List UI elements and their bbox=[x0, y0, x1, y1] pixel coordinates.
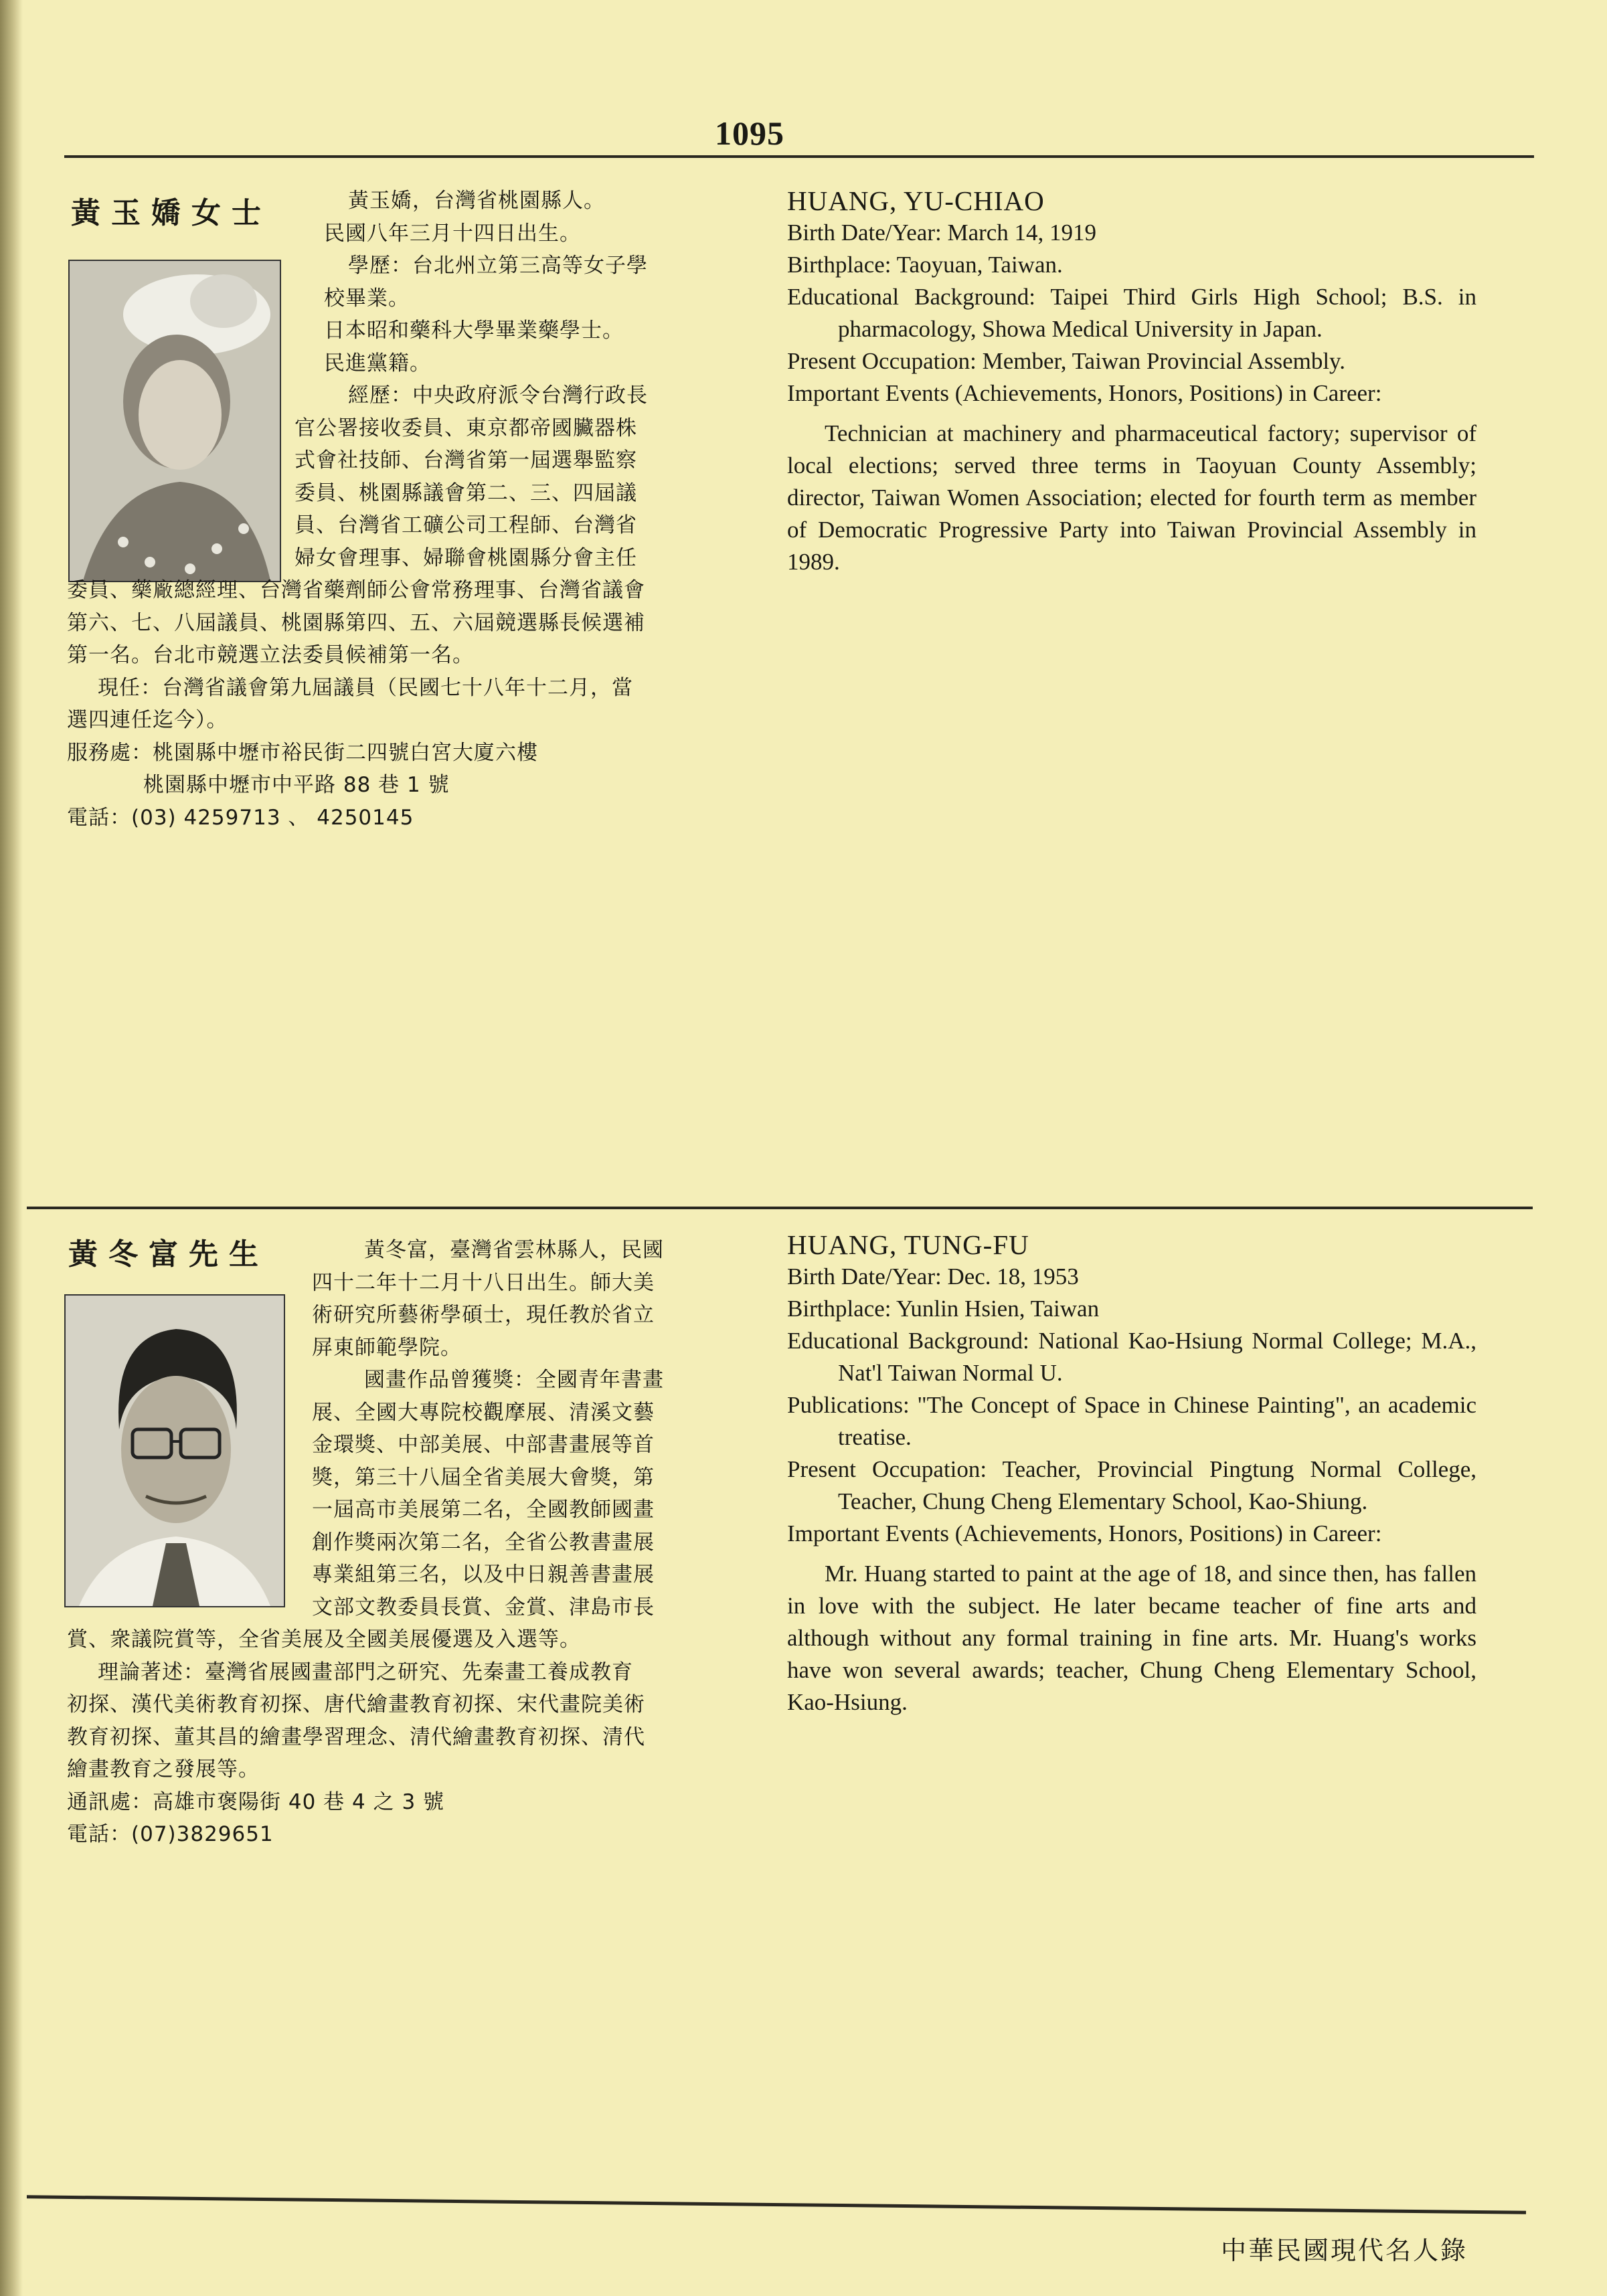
en-field: Birthplace: Yunlin Hsien, Taiwan bbox=[787, 1296, 1100, 1322]
cn-line: 員、台灣省工礦公司工程師、台灣省 bbox=[294, 513, 637, 537]
cn-line: 通訊處：高雄市褒陽街 40 巷 4 之 3 號 bbox=[67, 1789, 445, 1814]
portrait-photo bbox=[64, 1294, 285, 1607]
cn-line: 國畫作品曾獲獎：全國青年書畫 bbox=[364, 1368, 664, 1392]
middle-rule bbox=[27, 1207, 1533, 1209]
cn-line: 四十二年十二月十八日出生。師大美 bbox=[312, 1270, 655, 1295]
english-biography bbox=[787, 185, 1476, 578]
en-field: Present Occupation: Teacher, Provincial Pingtung Normal College, Teacher, Chung Cheng Elementary School, Kao-Shiung. bbox=[787, 1456, 1476, 1514]
cn-line: 創作獎兩次第二名，全省公教書畫展 bbox=[312, 1530, 655, 1555]
en-field: Important Events (Achievements, Honors, Positions) in Career: bbox=[787, 380, 1382, 406]
chinese-biography-top bbox=[294, 1234, 736, 1623]
en-field: Present Occupation: Member, Taiwan Provincial Assembly. bbox=[787, 348, 1346, 374]
english-name: HUANG, YU-CHIAO bbox=[787, 185, 1045, 216]
cn-line: 獎，第三十八屆全省美展大會獎，第 bbox=[312, 1465, 655, 1490]
chinese-biography-top bbox=[294, 185, 736, 574]
cn-line: 專業組第三名，以及中日親善書畫展 bbox=[312, 1563, 655, 1587]
cn-line: 民國八年三月十四日出生。 bbox=[324, 221, 581, 246]
cn-line: 金環獎、中部美展、中部書畫展等首 bbox=[312, 1433, 655, 1457]
en-field: Educational Background: Taipei Third Girls High School; B.S. in pharmacology, Showa Medical University in Japan. bbox=[787, 284, 1476, 342]
en-field: Publications: "The Concept of Space in Chinese Painting", an academic treatise. bbox=[787, 1392, 1476, 1450]
cn-line: 初探、漢代美術教育初探、唐代繪畫教育初探、宋代畫院美術 bbox=[67, 1692, 645, 1716]
en-field: Birth Date/Year: March 14, 1919 bbox=[787, 219, 1097, 246]
cn-line: 現任：台灣省議會第九屆議員（民國七十八年十二月，當 bbox=[98, 675, 633, 700]
cn-line: 式會社技師、台灣省第一屆選舉監察 bbox=[294, 448, 637, 472]
cn-line: 電話：(03) 4259713 、 4250145 bbox=[67, 805, 414, 830]
cn-line: 黃玉嬌，台灣省桃園縣人。 bbox=[348, 189, 605, 213]
book-spine-shadow bbox=[0, 0, 23, 2296]
en-field: Educational Background: National Kao-Hsiung Normal College; M.A., Nat'l Taiwan Normal U. bbox=[787, 1328, 1476, 1386]
cn-line: 教育初探、董其昌的繪畫學習理念、清代繪畫教育初探、清代 bbox=[67, 1725, 645, 1749]
cn-line: 黃冬富，臺灣省雲林縣人，民國 bbox=[364, 1238, 664, 1262]
cn-line: 桃園縣中壢市中平路 88 巷 1 號 bbox=[143, 773, 450, 797]
cn-line: 繪畫教育之發展等。 bbox=[67, 1757, 260, 1781]
cn-line: 校畢業。 bbox=[324, 286, 410, 311]
cn-line: 婦女會理事、婦聯會桃園縣分會主任 bbox=[294, 545, 637, 570]
en-field: Birth Date/Year: Dec. 18, 1953 bbox=[787, 1263, 1079, 1290]
portrait-woman-icon bbox=[70, 261, 280, 581]
cn-line: 賞、衆議院賞等，全省美展及全國美展優選及入選等。 bbox=[67, 1627, 581, 1652]
chinese-name: 黃玉嬌女士 bbox=[71, 196, 272, 230]
english-biography bbox=[787, 1229, 1476, 1718]
cn-line: 委員、桃園縣議會第二、三、四屆議 bbox=[294, 480, 637, 505]
cn-line: 展、全國大專院校觀摩展、清溪文藝 bbox=[312, 1400, 655, 1425]
en-paragraph: Technician at machinery and pharmaceutical factory; supervisor of local elections; served three terms in Taoyuan County Assembly; director, Taiwan Women Association; elected for fourth term as member of Democratic Progressive Party into Taiwan Provincial Assembly in 1989. bbox=[787, 420, 1476, 575]
cn-line: 民進黨籍。 bbox=[324, 351, 431, 375]
cn-line: 第一名。台北市競選立法委員候補第一名。 bbox=[67, 643, 474, 667]
bottom-rule bbox=[27, 2195, 1526, 2214]
chinese-name: 黃冬富先生 bbox=[68, 1237, 269, 1271]
cn-line: 電話：(07)3829651 bbox=[67, 1822, 274, 1846]
english-name: HUANG, TUNG-FU bbox=[787, 1229, 1029, 1260]
cn-line: 文部文教委員長賞、金賞、津島市長 bbox=[312, 1595, 655, 1619]
cn-line: 學歷：台北州立第三高等女子學 bbox=[348, 254, 648, 278]
bleed-through-text bbox=[736, 857, 1472, 1178]
cn-line: 第六、七、八屆議員、桃園縣第四、五、六屆競選縣長候選補 bbox=[67, 610, 645, 635]
cn-line: 理論著述：臺灣省展國畫部門之研究、先秦畫工養成教育 bbox=[98, 1660, 633, 1684]
en-field: Important Events (Achievements, Honors, Positions) in Career: bbox=[787, 1520, 1382, 1547]
cn-line: 日本昭和藥科大學畢業藥學士。 bbox=[324, 319, 624, 343]
cn-line: 官公署接收委員、東京都帝國臟器株 bbox=[294, 416, 637, 440]
portrait-photo bbox=[68, 260, 281, 582]
en-field: Birthplace: Taoyuan, Taiwan. bbox=[787, 252, 1063, 278]
cn-line: 經歷：中央政府派令台灣行政長 bbox=[348, 383, 648, 408]
en-paragraph: Mr. Huang started to paint at the age of 18, and since then, has fallen in love with the subject. He later became teacher of fine arts and although without any formal training in fine arts. Mr. Huang's works have won several awards; teacher, Chung Cheng Elementary School, Kao-Hsiung. bbox=[787, 1561, 1476, 1715]
chinese-biography-bottom bbox=[67, 574, 743, 834]
cn-line: 一屆高市美展第二名，全國教師國畫 bbox=[312, 1498, 655, 1522]
page-number: 1095 bbox=[715, 114, 784, 152]
top-rule bbox=[64, 155, 1534, 158]
portrait-man-icon bbox=[66, 1296, 284, 1606]
cn-line: 術研究所藝術學碩士，現任教於省立 bbox=[312, 1303, 655, 1327]
cn-line: 屏東師範學院。 bbox=[312, 1335, 462, 1360]
cn-line: 委員、藥廠總經理、台灣省藥劑師公會常務理事、台灣省議會 bbox=[67, 578, 645, 602]
book-title-footer: 中華民國現代名人錄 bbox=[1221, 2236, 1468, 2265]
chinese-biography-bottom bbox=[67, 1623, 743, 1851]
cn-line: 服務處：桃園縣中壢市裕民街二四號白宮大廈六樓 bbox=[67, 740, 538, 765]
cn-line: 選四連任迄今）。 bbox=[67, 708, 228, 732]
